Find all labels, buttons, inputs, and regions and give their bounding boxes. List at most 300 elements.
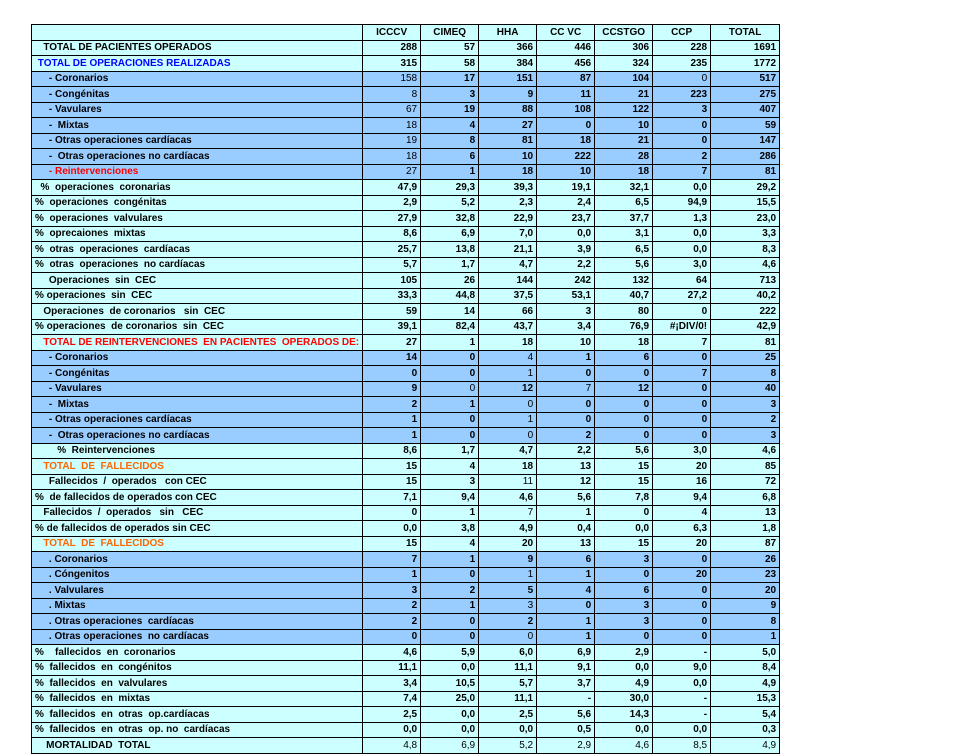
table-cell: 4 bbox=[479, 350, 537, 366]
table-row bbox=[32, 87, 780, 103]
table-cell: 20 bbox=[479, 536, 537, 552]
table-cell: 0,0 bbox=[537, 226, 595, 242]
table-cell: 12 bbox=[479, 381, 537, 397]
row-label: % fallecidos en valvulares bbox=[32, 676, 363, 692]
table-cell: 8 bbox=[711, 614, 780, 630]
table-cell: 15 bbox=[363, 474, 421, 490]
table-cell: 27 bbox=[363, 164, 421, 180]
table-cell: 6 bbox=[595, 350, 653, 366]
table-cell: 17 bbox=[421, 71, 479, 87]
table-cell: 28 bbox=[595, 149, 653, 165]
table-cell: 23,7 bbox=[537, 211, 595, 227]
table-cell: 0 bbox=[479, 428, 537, 444]
table-cell: 0 bbox=[421, 614, 479, 630]
table-cell: 7 bbox=[653, 164, 711, 180]
table-row bbox=[32, 505, 780, 521]
table-cell: 2,2 bbox=[537, 257, 595, 273]
row-label: . Otras operaciones cardíacas bbox=[32, 614, 363, 630]
statistics-table bbox=[31, 24, 780, 754]
table-cell: 0 bbox=[421, 350, 479, 366]
table-cell: 158 bbox=[363, 71, 421, 87]
table-row bbox=[32, 319, 780, 335]
table-cell: 0 bbox=[479, 629, 537, 645]
column-header: ICCCV bbox=[363, 25, 421, 41]
table-cell: 19 bbox=[421, 102, 479, 118]
table-cell: 235 bbox=[653, 56, 711, 72]
table-cell: - bbox=[653, 707, 711, 723]
table-cell: 11,1 bbox=[363, 660, 421, 676]
column-header: HHA bbox=[479, 25, 537, 41]
row-label: % fallecidos en otras op. no cardíacas bbox=[32, 722, 363, 738]
table-cell: 25,7 bbox=[363, 242, 421, 258]
table-row bbox=[32, 242, 780, 258]
table-cell: 3,4 bbox=[537, 319, 595, 335]
table-cell: 286 bbox=[711, 149, 780, 165]
table-cell: 3,1 bbox=[595, 226, 653, 242]
table-row bbox=[32, 412, 780, 428]
table-cell: 2,9 bbox=[537, 738, 595, 754]
column-header: CC VC bbox=[537, 25, 595, 41]
table-cell: 0 bbox=[537, 366, 595, 382]
table-cell: 8,3 bbox=[711, 242, 780, 258]
table-cell: 10 bbox=[537, 335, 595, 351]
table-cell: 6 bbox=[537, 552, 595, 568]
table-cell: 5,6 bbox=[595, 443, 653, 459]
table-cell: 3,0 bbox=[653, 257, 711, 273]
table-cell: 1,8 bbox=[711, 521, 780, 537]
table-cell: 3,9 bbox=[537, 242, 595, 258]
table-cell: 14,3 bbox=[595, 707, 653, 723]
table-cell: 11 bbox=[537, 87, 595, 103]
table-cell: 0 bbox=[653, 598, 711, 614]
table-cell: 81 bbox=[479, 133, 537, 149]
table-cell: 23,0 bbox=[711, 211, 780, 227]
table-cell: 0 bbox=[537, 397, 595, 413]
row-label: . Mixtas bbox=[32, 598, 363, 614]
table-cell: 1 bbox=[363, 428, 421, 444]
table-cell: 3 bbox=[711, 397, 780, 413]
row-label: TOTAL DE FALLECIDOS bbox=[32, 536, 363, 552]
table-cell: 8 bbox=[363, 87, 421, 103]
table-cell: 0 bbox=[421, 629, 479, 645]
table-cell: 223 bbox=[653, 87, 711, 103]
table-cell: 33,3 bbox=[363, 288, 421, 304]
table-cell: 0 bbox=[421, 381, 479, 397]
table-cell: 2 bbox=[363, 614, 421, 630]
table-row bbox=[32, 226, 780, 242]
row-label: Fallecidos / operados sin CEC bbox=[32, 505, 363, 521]
table-cell: 8,4 bbox=[711, 660, 780, 676]
row-label: % fallecidos en otras op.cardíacas bbox=[32, 707, 363, 723]
row-label: % operaciones sin CEC bbox=[32, 288, 363, 304]
row-label: Operaciones de coronarios sin CEC bbox=[32, 304, 363, 320]
table-cell: 57 bbox=[421, 40, 479, 56]
table-cell: 104 bbox=[595, 71, 653, 87]
table-cell: 94,9 bbox=[653, 195, 711, 211]
table-cell: 4,7 bbox=[479, 443, 537, 459]
table-cell: 0 bbox=[421, 366, 479, 382]
table-cell: 6,9 bbox=[537, 645, 595, 661]
table-cell: 288 bbox=[363, 40, 421, 56]
table-cell: 7 bbox=[653, 335, 711, 351]
table-cell: 59 bbox=[711, 118, 780, 134]
table-cell: 3 bbox=[653, 102, 711, 118]
table-row bbox=[32, 304, 780, 320]
table-cell: 3 bbox=[421, 474, 479, 490]
table-cell: 29,3 bbox=[421, 180, 479, 196]
row-label: % otras operaciones no cardíacas bbox=[32, 257, 363, 273]
table-cell: 21,1 bbox=[479, 242, 537, 258]
table-cell: 1 bbox=[537, 614, 595, 630]
table-cell: 0 bbox=[653, 397, 711, 413]
table-cell: 10 bbox=[537, 164, 595, 180]
table-cell: 13 bbox=[537, 459, 595, 475]
table-cell: 44,8 bbox=[421, 288, 479, 304]
table-row bbox=[32, 691, 780, 707]
table-cell: 4,6 bbox=[479, 490, 537, 506]
table-cell: 1 bbox=[479, 567, 537, 583]
table-cell: 1 bbox=[479, 412, 537, 428]
row-label: % fallecidos en coronarios bbox=[32, 645, 363, 661]
table-row bbox=[32, 676, 780, 692]
table-cell: 3 bbox=[479, 598, 537, 614]
table-cell: 1 bbox=[537, 567, 595, 583]
table-cell: 1 bbox=[421, 335, 479, 351]
table-cell: 228 bbox=[653, 40, 711, 56]
table-cell: 11 bbox=[479, 474, 537, 490]
table-cell: - bbox=[537, 691, 595, 707]
table-cell: 8,6 bbox=[363, 226, 421, 242]
table-cell: 446 bbox=[537, 40, 595, 56]
table-cell: 87 bbox=[537, 71, 595, 87]
table-cell: 6,3 bbox=[653, 521, 711, 537]
table-cell: 1 bbox=[421, 164, 479, 180]
row-label: - Otras operaciones no cardíacas bbox=[32, 428, 363, 444]
table-cell: 0,5 bbox=[537, 722, 595, 738]
row-label: - Vavulares bbox=[32, 381, 363, 397]
table-cell: 9 bbox=[479, 87, 537, 103]
table-cell: 306 bbox=[595, 40, 653, 56]
table-row bbox=[32, 629, 780, 645]
table-cell: 0 bbox=[421, 428, 479, 444]
table-cell: 3,8 bbox=[421, 521, 479, 537]
table-cell: 0,3 bbox=[711, 722, 780, 738]
table-cell: 40,2 bbox=[711, 288, 780, 304]
table-row bbox=[32, 428, 780, 444]
table-cell: 2,2 bbox=[537, 443, 595, 459]
row-label: TOTAL DE OPERACIONES REALIZADAS bbox=[32, 56, 363, 72]
table-cell: 40,7 bbox=[595, 288, 653, 304]
column-header: CCP bbox=[653, 25, 711, 41]
row-label: - Coronarios bbox=[32, 350, 363, 366]
table-cell: 324 bbox=[595, 56, 653, 72]
table-body bbox=[32, 25, 780, 754]
table-cell: 1,3 bbox=[653, 211, 711, 227]
table-cell: 2,9 bbox=[595, 645, 653, 661]
table-cell: 15 bbox=[595, 474, 653, 490]
table-cell: 7 bbox=[653, 366, 711, 382]
table-cell: 242 bbox=[537, 273, 595, 289]
table-cell: #¡DIV/0! bbox=[653, 319, 711, 335]
table-cell: 39,3 bbox=[479, 180, 537, 196]
table-cell: 0,0 bbox=[421, 707, 479, 723]
table-cell: 2 bbox=[363, 397, 421, 413]
table-cell: 66 bbox=[479, 304, 537, 320]
table-cell: 0 bbox=[595, 412, 653, 428]
table-row bbox=[32, 660, 780, 676]
table-cell: 18 bbox=[537, 133, 595, 149]
table-cell: 0 bbox=[479, 397, 537, 413]
table-cell: 1 bbox=[421, 397, 479, 413]
table-cell: 3,4 bbox=[363, 676, 421, 692]
row-label: - Reintervenciones bbox=[32, 164, 363, 180]
table-cell: 222 bbox=[711, 304, 780, 320]
table-cell: 81 bbox=[711, 164, 780, 180]
row-label: TOTAL DE FALLECIDOS bbox=[32, 459, 363, 475]
table-row bbox=[32, 645, 780, 661]
table-cell: 0,0 bbox=[653, 180, 711, 196]
table-row bbox=[32, 211, 780, 227]
table-cell: 144 bbox=[479, 273, 537, 289]
table-cell: 5 bbox=[479, 583, 537, 599]
table-cell: 8,6 bbox=[363, 443, 421, 459]
table-cell: 315 bbox=[363, 56, 421, 72]
table-cell: 14 bbox=[421, 304, 479, 320]
table-cell: 2 bbox=[537, 428, 595, 444]
table-cell: 14 bbox=[363, 350, 421, 366]
table-cell: 0 bbox=[537, 412, 595, 428]
table-cell: 7 bbox=[537, 381, 595, 397]
table-row bbox=[32, 490, 780, 506]
table-cell: 2,3 bbox=[479, 195, 537, 211]
table-cell: 6,8 bbox=[711, 490, 780, 506]
table-cell: 0 bbox=[363, 505, 421, 521]
row-label: % fallecidos en mixtas bbox=[32, 691, 363, 707]
table-cell: 6,5 bbox=[595, 242, 653, 258]
table-cell: 18 bbox=[363, 149, 421, 165]
table-cell: 4,9 bbox=[479, 521, 537, 537]
row-label: . Valvulares bbox=[32, 583, 363, 599]
table-cell: 25,0 bbox=[421, 691, 479, 707]
table-cell: 9 bbox=[479, 552, 537, 568]
table-cell: 0 bbox=[595, 428, 653, 444]
table-cell: 8 bbox=[711, 366, 780, 382]
table-cell: 32,1 bbox=[595, 180, 653, 196]
table-row bbox=[32, 459, 780, 475]
table-cell: 4 bbox=[421, 536, 479, 552]
row-label: MORTALIDAD TOTAL bbox=[32, 738, 363, 754]
table-cell: 9,4 bbox=[653, 490, 711, 506]
table-cell: 1772 bbox=[711, 56, 780, 72]
table-row bbox=[32, 273, 780, 289]
table-cell: 0,0 bbox=[421, 660, 479, 676]
table-cell: 105 bbox=[363, 273, 421, 289]
table-cell: 26 bbox=[711, 552, 780, 568]
row-label: Fallecidos / operados con CEC bbox=[32, 474, 363, 490]
table-cell: 0 bbox=[421, 567, 479, 583]
table-row bbox=[32, 149, 780, 165]
table-cell: 0 bbox=[595, 397, 653, 413]
table-row bbox=[32, 381, 780, 397]
table-cell: 3 bbox=[537, 304, 595, 320]
row-label: . Cóngenitos bbox=[32, 567, 363, 583]
table-cell: 7,1 bbox=[363, 490, 421, 506]
table-cell: 0,0 bbox=[595, 521, 653, 537]
table-cell: 6,9 bbox=[421, 738, 479, 754]
table-cell: 1 bbox=[363, 567, 421, 583]
table-cell: - bbox=[653, 691, 711, 707]
table-cell: 19,1 bbox=[537, 180, 595, 196]
table-row bbox=[32, 56, 780, 72]
table-cell: - bbox=[653, 645, 711, 661]
table-cell: 16 bbox=[653, 474, 711, 490]
table-row bbox=[32, 397, 780, 413]
table-cell: 18 bbox=[479, 459, 537, 475]
table-cell: 7,0 bbox=[479, 226, 537, 242]
table-cell: 27 bbox=[363, 335, 421, 351]
table-cell: 0,0 bbox=[421, 722, 479, 738]
column-header: CIMEQ bbox=[421, 25, 479, 41]
table-cell: 0 bbox=[595, 629, 653, 645]
row-label: % operaciones coronarias bbox=[32, 180, 363, 196]
row-label: - Congénitas bbox=[32, 366, 363, 382]
table-cell: 8,5 bbox=[653, 738, 711, 754]
table-cell: 0 bbox=[653, 614, 711, 630]
table-cell: 0 bbox=[653, 381, 711, 397]
table-cell: 15,5 bbox=[711, 195, 780, 211]
table-row bbox=[32, 583, 780, 599]
table-cell: 2,9 bbox=[363, 195, 421, 211]
table-cell: 18 bbox=[363, 118, 421, 134]
table-cell: 72 bbox=[711, 474, 780, 490]
table-cell: 0 bbox=[653, 304, 711, 320]
table-cell: 4,6 bbox=[363, 645, 421, 661]
table-cell: 0 bbox=[653, 71, 711, 87]
row-label: % de fallecidos de operados con CEC bbox=[32, 490, 363, 506]
table-cell: 713 bbox=[711, 273, 780, 289]
table-cell: 7 bbox=[479, 505, 537, 521]
table-cell: 1,7 bbox=[421, 257, 479, 273]
table-cell: 1 bbox=[421, 552, 479, 568]
table-cell: 3 bbox=[595, 614, 653, 630]
table-cell: 4 bbox=[653, 505, 711, 521]
table-cell: 19 bbox=[363, 133, 421, 149]
row-label: - Mixtas bbox=[32, 397, 363, 413]
table-cell: 9 bbox=[711, 598, 780, 614]
table-cell: 30,0 bbox=[595, 691, 653, 707]
table-row bbox=[32, 722, 780, 738]
table-cell: 87 bbox=[711, 536, 780, 552]
table-cell: 2,5 bbox=[479, 707, 537, 723]
table-cell: 0 bbox=[653, 428, 711, 444]
table-cell: 18 bbox=[479, 335, 537, 351]
table-cell: 6,5 bbox=[595, 195, 653, 211]
table-row bbox=[32, 521, 780, 537]
table-cell: 0,4 bbox=[537, 521, 595, 537]
table-cell: 3 bbox=[363, 583, 421, 599]
table-cell: 9,0 bbox=[653, 660, 711, 676]
table-cell: 20 bbox=[653, 567, 711, 583]
row-label: - Otras operaciones cardíacas bbox=[32, 133, 363, 149]
table-cell: 0 bbox=[421, 412, 479, 428]
table-cell: 0,0 bbox=[653, 676, 711, 692]
table-cell: 0 bbox=[653, 350, 711, 366]
table-cell: 8 bbox=[421, 133, 479, 149]
table-row bbox=[32, 614, 780, 630]
table-cell: 1 bbox=[537, 629, 595, 645]
table-cell: 40 bbox=[711, 381, 780, 397]
table-cell: 275 bbox=[711, 87, 780, 103]
table-cell: 122 bbox=[595, 102, 653, 118]
table-cell: 11,1 bbox=[479, 691, 537, 707]
row-label: % operaciones congénitas bbox=[32, 195, 363, 211]
column-header: CCSTGO bbox=[595, 25, 653, 41]
table-cell: 4 bbox=[421, 118, 479, 134]
table-cell: 58 bbox=[421, 56, 479, 72]
row-label: % operaciones valvulares bbox=[32, 211, 363, 227]
table-cell: 0 bbox=[653, 629, 711, 645]
table-cell: 32,8 bbox=[421, 211, 479, 227]
header-corner-cell bbox=[32, 25, 363, 41]
table-cell: 366 bbox=[479, 40, 537, 56]
table-cell: 15 bbox=[363, 536, 421, 552]
table-cell: 5,6 bbox=[537, 707, 595, 723]
row-label: % fallecidos en congénitos bbox=[32, 660, 363, 676]
table-cell: 27 bbox=[479, 118, 537, 134]
table-cell: 4 bbox=[537, 583, 595, 599]
row-label: - Coronarios bbox=[32, 71, 363, 87]
table-cell: 0 bbox=[653, 412, 711, 428]
table-row bbox=[32, 164, 780, 180]
row-label: - Otras operaciones cardíacas bbox=[32, 412, 363, 428]
row-label: % operaciones de coronarios sin CEC bbox=[32, 319, 363, 335]
table-cell: 20 bbox=[653, 459, 711, 475]
table-cell: 456 bbox=[537, 56, 595, 72]
row-label: - Mixtas bbox=[32, 118, 363, 134]
table-row bbox=[32, 474, 780, 490]
table-row bbox=[32, 118, 780, 134]
table-cell: 13 bbox=[711, 505, 780, 521]
table-cell: 10 bbox=[595, 118, 653, 134]
table-cell: 27,9 bbox=[363, 211, 421, 227]
table-cell: 0 bbox=[653, 583, 711, 599]
row-label: % de fallecidos de operados sin CEC bbox=[32, 521, 363, 537]
table-cell: 517 bbox=[711, 71, 780, 87]
table-cell: 2,5 bbox=[363, 707, 421, 723]
table-row bbox=[32, 567, 780, 583]
table-cell: 18 bbox=[595, 335, 653, 351]
table-cell: 4,8 bbox=[363, 738, 421, 754]
table-row bbox=[32, 180, 780, 196]
table-cell: 1691 bbox=[711, 40, 780, 56]
table-cell: 81 bbox=[711, 335, 780, 351]
table-cell: 18 bbox=[595, 164, 653, 180]
table-cell: 21 bbox=[595, 87, 653, 103]
table-cell: 0 bbox=[537, 598, 595, 614]
table-row bbox=[32, 738, 780, 754]
table-cell: 47,9 bbox=[363, 180, 421, 196]
table-cell: 67 bbox=[363, 102, 421, 118]
table-cell: 3 bbox=[595, 552, 653, 568]
table-cell: 26 bbox=[421, 273, 479, 289]
row-label: TOTAL DE REINTERVENCIONES EN PACIENTES OPERADOS DE: bbox=[32, 335, 363, 351]
table-cell: 0 bbox=[653, 552, 711, 568]
table-cell: 4 bbox=[421, 459, 479, 475]
table-cell: 43,7 bbox=[479, 319, 537, 335]
column-header: TOTAL bbox=[711, 25, 780, 41]
table-row bbox=[32, 350, 780, 366]
table-cell: 0,0 bbox=[595, 660, 653, 676]
